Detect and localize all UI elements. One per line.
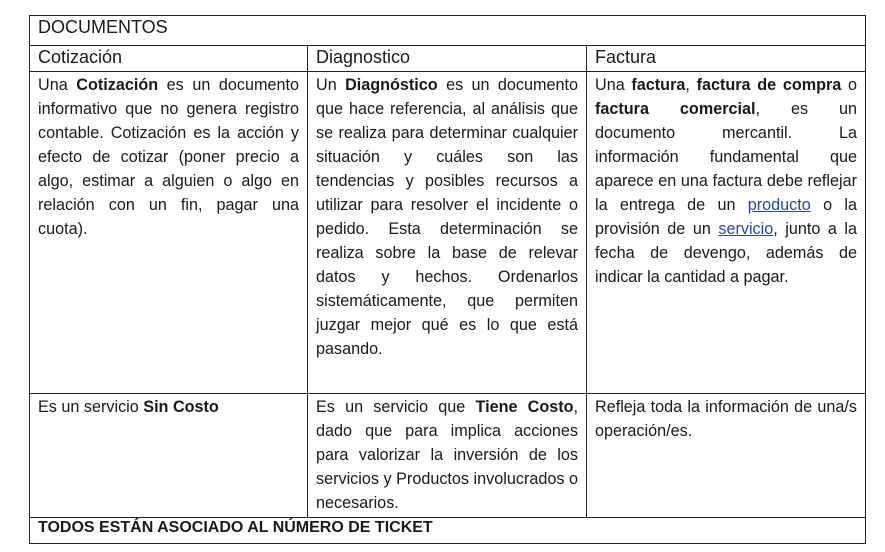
- factura-definition: Una factura, factura de compra o factura comercial, es un documento mercantil. La información fundamental que aparece en una factura debe reflejar la entrega de un producto o la provisión de un servicio, junto a la fecha de devengo, además de indicar la cantidad a pagar.: [587, 72, 866, 394]
- header-factura: Factura: [587, 46, 866, 72]
- header-diagnostico: Diagnostico: [308, 46, 587, 72]
- cotizacion-cost: Es un servicio Sin Costo: [30, 394, 308, 518]
- documents-table: [29, 15, 866, 544]
- footer-note: TODOS ESTÁN ASOCIADO AL NÚMERO DE TICKET: [30, 518, 866, 544]
- term-factura: factura: [631, 76, 686, 94]
- term-sin-costo: Sin Costo: [143, 398, 219, 416]
- term-factura-de-compra: factura de compra: [696, 76, 842, 94]
- header-cotizacion: Cotización: [30, 46, 308, 72]
- factura-cost: Refleja toda la información de una/s operación/es.: [587, 394, 866, 518]
- diagnostico-cost: Es un servicio que Tiene Costo, dado que para implica acciones para valorizar la inversión de los servicios y Productos involucrados o necesarios.: [308, 394, 587, 518]
- term-factura-comercial: factura comercial: [595, 100, 756, 118]
- cost-row: [30, 394, 866, 518]
- diagnostico-definition: Un Diagnóstico es un documento que hace referencia, al análisis que se realiza para determinar cualquier situación y cuáles son las tendencias y posibles recursos a utilizar para resolver el incidente o pedido. Esta determinación se realiza sobre la base de relevar datos y hechos. Ordenarlos sistemáticamente, que permiten juzgar mejor qué es lo que está pasando.: [308, 72, 587, 394]
- term-tiene-costo: Tiene Costo: [475, 398, 574, 416]
- table-title: DOCUMENTOS: [30, 16, 866, 46]
- term-diagnostico: Diagnóstico: [345, 76, 438, 94]
- header-row: [30, 46, 866, 72]
- footer-row: [30, 518, 866, 544]
- term-cotizacion: Cotización: [76, 76, 159, 94]
- cotizacion-definition: Una Cotización es un documento informativo que no genera registro contable. Cotización es la acción y efecto de cotizar (poner precio a algo, estimar a alguien o algo en relación con un fin, pagar una cuota).: [30, 72, 308, 394]
- definition-row: [30, 72, 866, 394]
- producto-link[interactable]: producto: [747, 196, 811, 214]
- servicio-link[interactable]: servicio: [718, 220, 774, 238]
- title-row: [30, 16, 866, 46]
